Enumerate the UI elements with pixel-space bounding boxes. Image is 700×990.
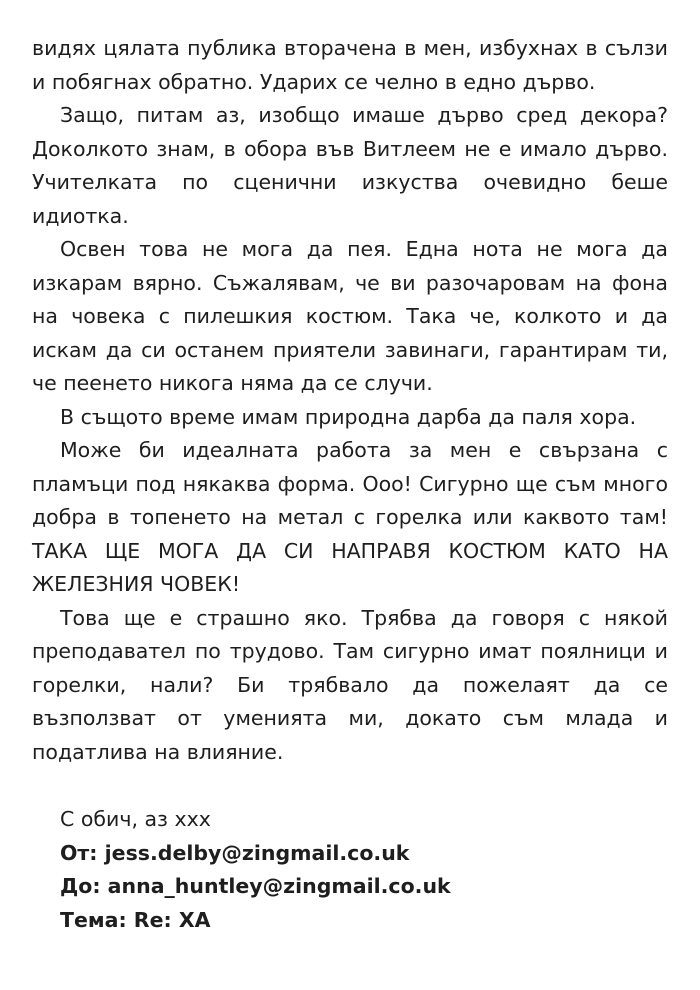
email-from: От: jess.delby@zingmail.co.uk [60, 840, 410, 865]
paragraph-natural-talent: В същото време имам природна дарба да паля хора. [60, 404, 637, 429]
document-page [32, 32, 668, 937]
paragraph-continuation: видях цялата публика вторачена в мен, избухнах в сълзи и побягнах обратно. Ударих се челно в едно дърво. [32, 36, 668, 94]
paragraph-woodwork-teacher: Това ще е страшно яко. Трябва да говоря с някой преподавател по трудово. Там сигурно имат поялници и горелки, нали? Би трябвало да пожелаят да се възползват от уменията ми, докато съм млада и податлива на влияние. [32, 605, 668, 764]
email-subject: Тема: Re: ХА [60, 907, 211, 932]
email-header [32, 837, 668, 938]
paragraph-cannot-sing: Освен това не мога да пея. Една нота не мога да изкарам вярно. Съжалявам, че ви разочаровам на фона на човека с пилешкия костюм. Така че, колкото и да искам да си останем приятели завинаги, гарантирам ти, че пеенето никога няма да се случи. [32, 237, 668, 395]
letter-signoff: С обич, аз ххх [60, 807, 211, 831]
email-to: До: anna_huntley@zingmail.co.uk [60, 874, 451, 898]
paragraph-stage-tree: Защо, питам аз, изобщо имаше дърво сред декора? Доколкото знам, в обора във Витлеем не е имало дърво. Учителката по сценични изкуства очевидно беше идиотка. [32, 103, 668, 228]
paragraph-flames-job: Може би идеалната работа за мен е свързана с пламъци под някаква форма. Ооо! Сигурно ще съм много добра в топенето на метал с горелка или каквото там! ТАКА ЩЕ МОГА ДА СИ НАПРАВЯ КОСТЮМ КАТО НА ЖЕЛЕЗНИЯ ЧОВЕК! [32, 438, 668, 596]
